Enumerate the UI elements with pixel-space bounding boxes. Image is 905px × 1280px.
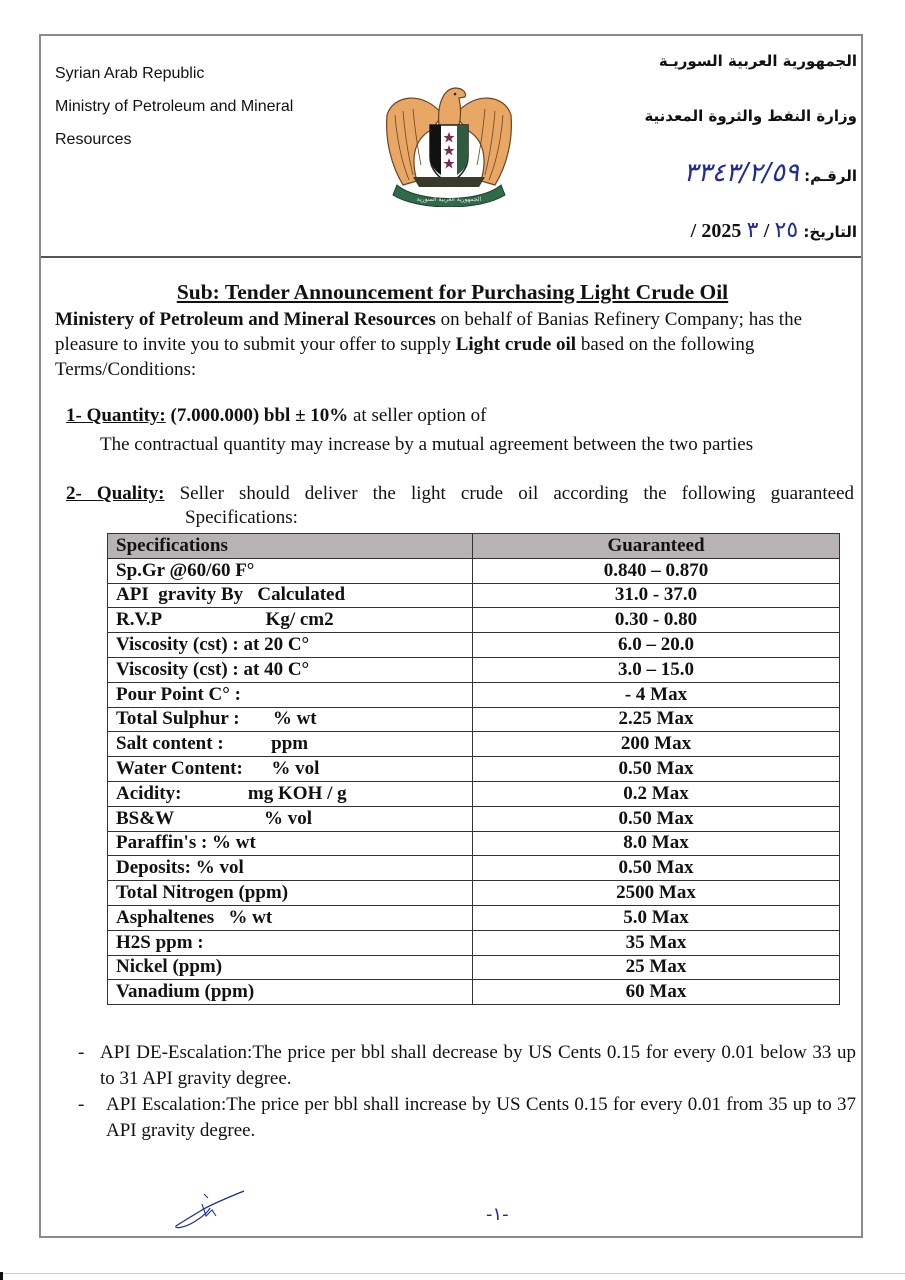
intro-ministry-name: Ministery of Petroleum and Mineral Resources [55, 309, 436, 330]
spec-name: API gravity By Calculated [108, 583, 473, 608]
spec-value: 0.50 Max [473, 806, 840, 831]
country-name-arabic: الجمهورية العربية السوريـة [658, 52, 857, 70]
page-edge-mark [0, 1272, 3, 1280]
quantity-label: 1- Quantity: [66, 405, 166, 426]
ministry-name-line2: Resources [55, 131, 132, 148]
spec-name: Total Sulphur : % wt [108, 707, 473, 732]
spec-name: Salt content : ppm [108, 732, 473, 757]
spec-value: 6.0 – 20.0 [473, 633, 840, 658]
country-name: Syrian Arab Republic [55, 65, 205, 82]
ministry-name-line1: Ministry of Petroleum and Mineral [55, 98, 294, 115]
spec-name: Viscosity (cst) : at 20 C° [108, 633, 473, 658]
signature-icon [172, 1186, 252, 1231]
api-escalation-note [78, 1092, 856, 1144]
table-header-row [108, 534, 840, 559]
note-text: API DE-Escalation:The price per bbl shall decrease by US Cents 0.15 for every 0.01 below 33 up to 31 API gravity degree. [100, 1042, 856, 1089]
table-row [108, 707, 840, 732]
document-title: Sub: Tender Announcement for Purchasing Light Crude Oil [176, 280, 729, 304]
quantity-section [66, 405, 487, 427]
spec-value: 25 Max [473, 955, 840, 980]
table-row [108, 657, 840, 682]
quality-label: 2- Quality: [66, 483, 165, 504]
table-row [108, 633, 840, 658]
table-row [108, 781, 840, 806]
quality-section [66, 481, 854, 506]
spec-name: Viscosity (cst) : at 40 C° [108, 657, 473, 682]
table-row [108, 831, 840, 856]
quality-text: Seller should deliver the light crude oil according the following guaranteed [164, 483, 854, 504]
spec-name: Deposits: % vol [108, 856, 473, 881]
column-header-guaranteed: Guaranteed [473, 534, 840, 559]
intro-product: Light crude oil [455, 334, 577, 355]
spec-name: BS&W % vol [108, 806, 473, 831]
intro-text: on behalf of Banias Refinery Company; has the pleasure to invite you to submit your offer to supply [55, 309, 802, 355]
spec-name: Total Nitrogen (ppm) [108, 881, 473, 906]
svg-text:الجمهورية العربية السورية: الجمهورية العربية السورية [416, 196, 482, 203]
date-month-handwritten: ٣ [746, 218, 759, 243]
page-edge-rule [0, 1273, 905, 1274]
spec-name: Acidity: mg KOH / g [108, 781, 473, 806]
spec-value: 0.50 Max [473, 856, 840, 881]
table-row [108, 757, 840, 782]
ministry-name-arabic: وزارة النفط والثروة المعدنية [644, 107, 857, 125]
letterhead-english [55, 63, 293, 162]
spec-value: 31.0 - 37.0 [473, 583, 840, 608]
date-separator: / [690, 220, 697, 242]
bullet-dash: - [78, 1094, 85, 1115]
spec-value: 2500 Max [473, 881, 840, 906]
price-adjustment-notes [78, 1040, 856, 1144]
column-header-specifications: Specifications [108, 534, 473, 559]
note-text: API Escalation:The price per bbl shall increase by US Cents 0.15 for every 0.01 from 35 up to 37 API gravity degree. [106, 1094, 856, 1141]
spec-name: Paraffin's : % wt [108, 831, 473, 856]
eagle-emblem-icon [383, 85, 515, 207]
reference-value-handwritten: ٣٣٤٣/٢/٥٩ [683, 158, 799, 188]
spec-name: Vanadium (ppm) [108, 980, 473, 1005]
spec-value: 0.2 Max [473, 781, 840, 806]
spec-value: 0.30 - 0.80 [473, 608, 840, 633]
date-day-handwritten: ٢٥ [774, 218, 799, 243]
date-separator: / [763, 220, 770, 242]
spec-name: Nickel (ppm) [108, 955, 473, 980]
bullet-dash: - [78, 1042, 85, 1063]
spec-value: - 4 Max [473, 682, 840, 707]
table-row [108, 905, 840, 930]
date-label: التاريخ: [803, 223, 857, 241]
table-row [108, 930, 840, 955]
spec-value: 8.0 Max [473, 831, 840, 856]
header-divider [41, 256, 861, 258]
table-row [108, 806, 840, 831]
table-row [108, 732, 840, 757]
table-row [108, 955, 840, 980]
spec-value: 60 Max [473, 980, 840, 1005]
intro-text-end: based on the following Terms/Conditions: [55, 334, 755, 380]
table-row [108, 583, 840, 608]
quality-text-line2: Specifications: [185, 507, 298, 528]
spec-value: 5.0 Max [473, 905, 840, 930]
spec-value: 0.50 Max [473, 757, 840, 782]
spec-name: Pour Point C° : [108, 682, 473, 707]
table-row [108, 980, 840, 1005]
table-row [108, 558, 840, 583]
spec-name: Water Content: % vol [108, 757, 473, 782]
quantity-value: (7.000.000) bbl ± 10% [165, 405, 349, 426]
page-number: -١- [486, 1204, 509, 1225]
reference-number [684, 158, 857, 188]
table-row [108, 608, 840, 633]
spec-value: 200 Max [473, 732, 840, 757]
intro-paragraph [55, 307, 855, 382]
reference-label: الرقـم: [804, 167, 857, 185]
spec-value: 2.25 Max [473, 707, 840, 732]
quantity-text: at seller option of [348, 405, 487, 426]
table-row [108, 682, 840, 707]
specifications-table [107, 533, 840, 1005]
table-row [108, 881, 840, 906]
table-row [108, 856, 840, 881]
spec-value: 35 Max [473, 930, 840, 955]
spec-name: H2S ppm : [108, 930, 473, 955]
spec-value: 3.0 – 15.0 [473, 657, 840, 682]
spec-name: R.V.P Kg/ cm2 [108, 608, 473, 633]
spec-value: 0.840 – 0.870 [473, 558, 840, 583]
api-de-escalation-note [78, 1040, 856, 1092]
document-date [691, 218, 857, 243]
spec-name: Sp.Gr @60/60 F° [108, 558, 473, 583]
quantity-note: The contractual quantity may increase by a mutual agreement between the two parties [100, 434, 754, 455]
spec-name: Asphaltenes % wt [108, 905, 473, 930]
date-year: 2025 [701, 220, 742, 242]
